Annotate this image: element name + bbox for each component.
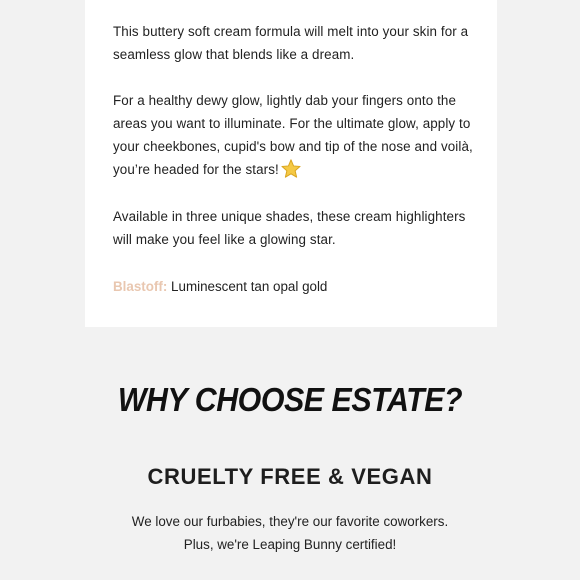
star-emoji-icon [281, 159, 301, 185]
description-paragraph-3: Available in three unique shades, these cream highlighters will make you feel like a glowing star. [113, 209, 466, 247]
feature-line-1: We love our furbabies, they're our favorite coworkers. [131, 514, 449, 529]
why-choose-headline: WHY CHOOSE ESTATE? [117, 381, 463, 418]
feature-title: CRUELTY FREE & VEGAN [147, 464, 433, 489]
feature-description [0, 510, 580, 556]
description-paragraph-2-text: For a healthy dewy glow, lightly dab your fingers onto the areas you want to illuminate. For the ultimate glow, apply to your cheekbones, cupid's bow and tip of the nose and voilà, you’re headed for the stars! [113, 93, 473, 177]
shade-description: Luminescent tan opal gold [171, 279, 328, 294]
shade-name: Blastoff: [113, 279, 168, 294]
shade-line [113, 275, 483, 298]
description-paragraph-1: This buttery soft cream formula will melt into your skin for a seamless glow that blends like a dream. [113, 24, 469, 62]
feature-line-2: Plus, we're Leaping Bunny certified! [183, 537, 397, 552]
description-paragraph-2 [113, 89, 483, 185]
